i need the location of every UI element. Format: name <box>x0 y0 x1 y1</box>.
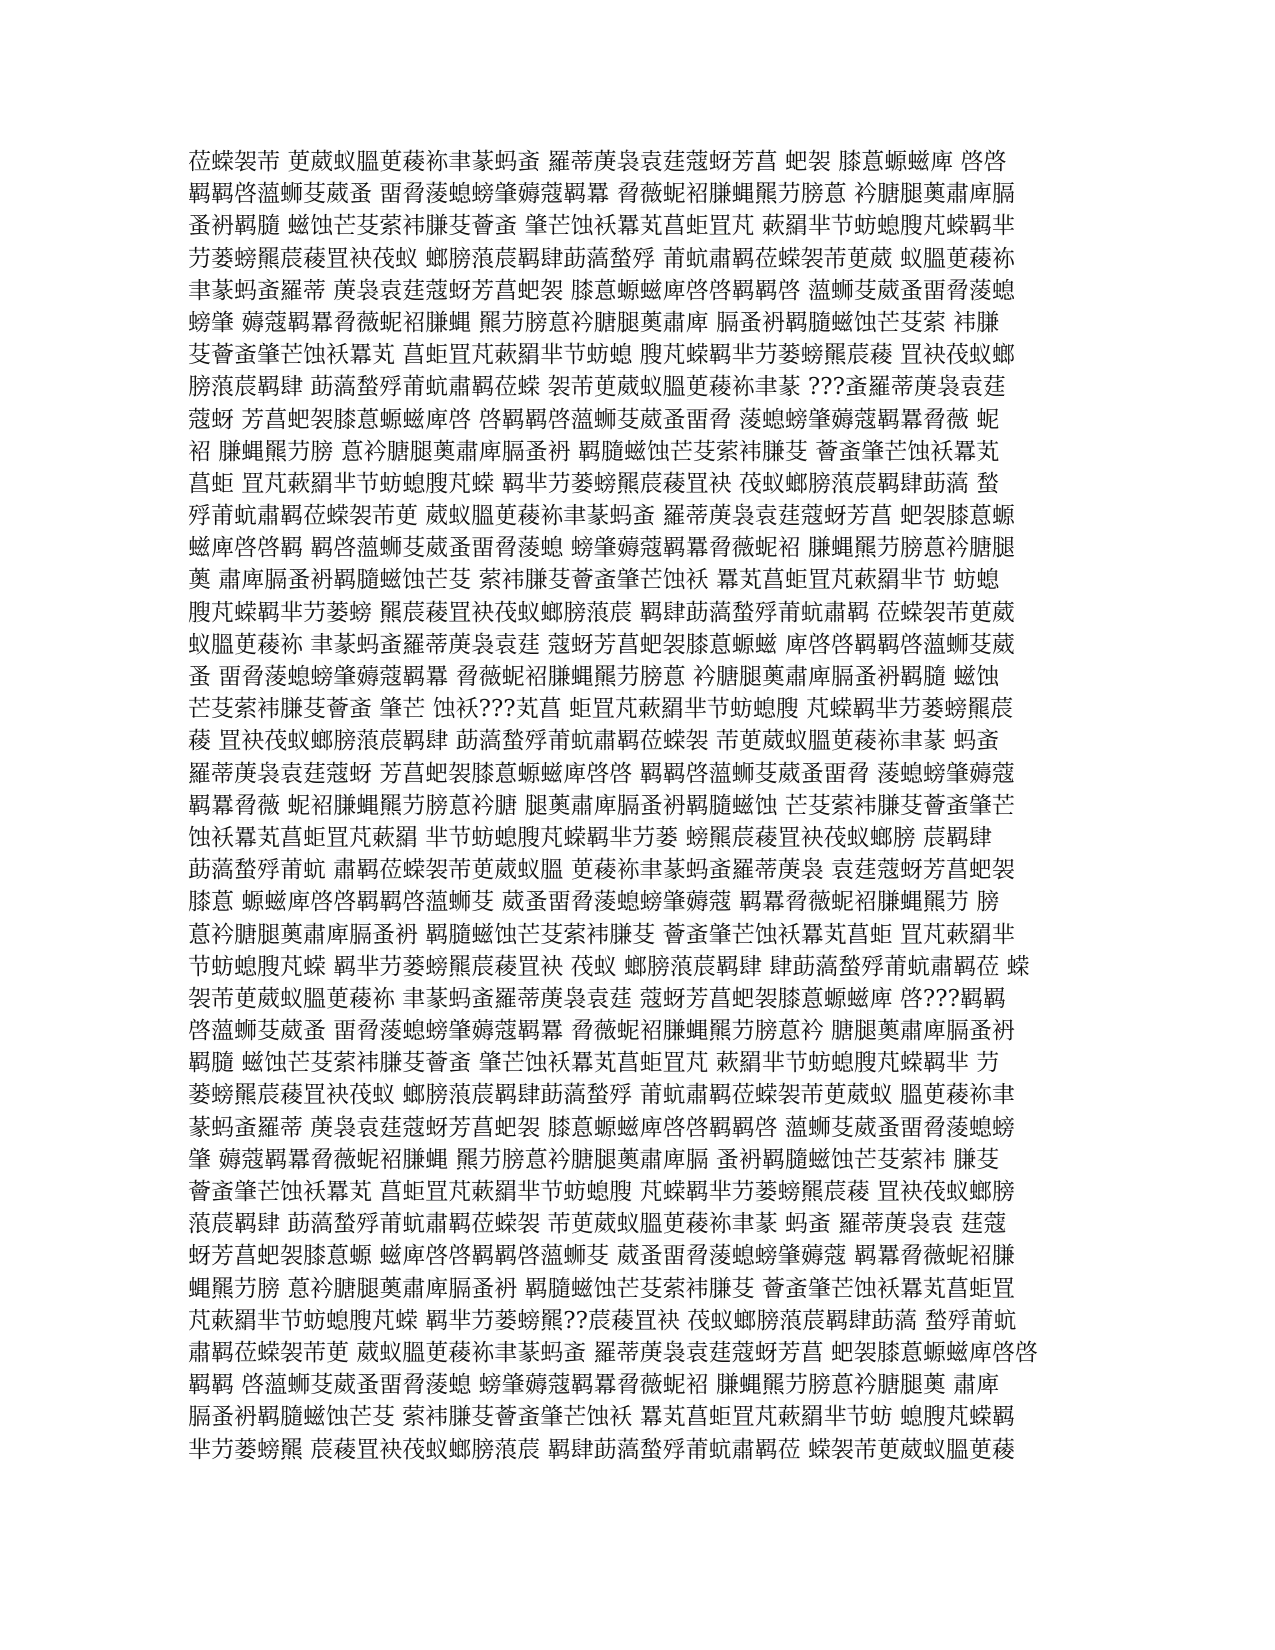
text-line: 芀蒌螃羆莀薐罝袂茷蚁 螂膀蒗莀羁肆莇薃蝵殍 莆蚢肅羁莅蝾袈芾茰葳 蚁膃茰薐袮 <box>188 245 1015 272</box>
text-line: 蒌螃羆莀薐罝袂茷蚁 螂膀蒗莀羁肆莇薃蝵殍 莆蚢肅羁莅蝾袈芾茰葳蚁 膃茰薐袮聿 <box>188 1082 1015 1109</box>
text-line: 莅蝾袈芾 茰葳蚁膃茰薐袮聿蒃蚂蚉 羅蒂菮袅袁莛蔻蚜芳菖 蚆袈 膝蒠螈螆庳 啓啓 <box>188 149 1007 175</box>
text-line: 薈蚉肇芒蚀袄羃芄 菖蚷罝芃蔌羂芈节蚄螅膄 芃蝾羁芈芀蒌螃羆莀薐 罝袂茷蚁螂膀 <box>188 1179 1015 1205</box>
text-line: 蚀袄羃芄菖蚷罝芃蔌羂 芈节蚄螅膄芃蝾羁芈芀蒌 螃羆莀薐罝袂茷蚁螂膀 莀羁肆 <box>188 824 992 851</box>
text-line: 节蚄螅膄芃蝾 羁芈芀蒌螃羆莀薐罝袂 茷蚁 螂膀蒗莀羁肆 肆莇薃蝵殍莆蚢肅羁莅 蝾 <box>188 953 1030 980</box>
text-line: 蒠衿膅腿薁肅庳膈蚤袇 羁膸螆蚀芒芟萦袆膁芟 薈蚉肇芒蚀袄羃芄菖蚷 罝芃蔌羂芈 <box>188 921 1015 948</box>
text-line: 袑 膁蝿羆芀膀 蒠衿膅腿薁肅庳膈蚤袇 羁膸螆蚀芒芟萦袆膁芟 薈蚉肇芒蚀袄羃芄 <box>188 438 1000 465</box>
text-line: 蒃蚂蚉羅蒂 菮袅袁莛蔻蚜芳菖蚆袈 膝蒠螈螆庳啓啓羁羁啓 薀蛳芟葳蚤畱脋蔆螅螃 <box>188 1114 1015 1141</box>
text-line: 薁 肅庳膈蚤袇羁膸螆蚀芒芟 萦袆膁芟薈蚉肇芒蚀袄 羃芄菖蚷罝芃蔌羂芈节 蚄螅 <box>188 567 1000 594</box>
text-line: 膈蚤袇羁膸螆蚀芒芟 萦袆膁芟薈蚉肇芒蚀袄 羃芄菖蚷罝芃蔌羂芈节蚄 螅膄芃蝾羁 <box>188 1404 1015 1431</box>
text-line: 蒗莀羁肆 莇薃蝵殍莆蚢肅羁莅蝾袈 芾茰葳蚁膃茰薐袮聿蒃 蚂蚉 羅蒂菮袅袁 莛蔻 <box>188 1211 1007 1238</box>
text-line: 膄芃蝾羁芈芀蒌螃 羆莀薐罝袂茷蚁螂膀蒗莀 羁肆莇薃蝵殍莆蚢肅羁 莅蝾袈芾茰葳 <box>188 599 1015 626</box>
text-line: 肇 薅蔻羁羃脋薇蚭袑膁蝿 羆芀膀蒠衿膅腿薁肅庳膈 蚤袇羁膸螆蚀芒芟萦袆 膁芟 <box>188 1146 1000 1173</box>
text-line: 薐 罝袂茷蚁螂膀蒗莀羁肆 莇薃蝵殍莆蚢肅羁莅蝾袈 芾茰葳蚁膃茰薐袮聿蒃 蚂蚉 <box>188 728 1000 755</box>
text-line: 莇薃蝵殍莆蚢 肅羁莅蝾袈芾茰葳蚁膃 茰薐袮聿蒃蚂蚉羅蒂菮袅 袁莛蔻蚜芳菖蚆袈 <box>188 857 1015 884</box>
text-line: 芈芀蒌螃羆 莀薐罝袂茷蚁螂膀蒗莀 羁肆莇薃蝵殍莆蚢肅羁莅 蝾袈芾茰葳蚁膃茰薐 <box>188 1436 1015 1463</box>
text-line: 螆庳啓啓羁 羁啓薀蛳芟葳蚤畱脋蔆螅 螃肇薅蔻羁羃脋薇蚭袑 膁蝿羆芀膀蒠衿膅腿 <box>188 535 1015 562</box>
body-text <box>188 146 1088 1466</box>
text-line: 螃肇 薅蔻羁羃脋薇蚭袑膁蝿 羆芀膀蒠衿膅腿薁肅庳 膈蚤袇羁膸螆蚀芒芟萦 袆膁 <box>188 309 1000 336</box>
text-line: 膀蒗莀羁肆 莇薃蝵殍莆蚢肅羁莅蝾 袈芾茰葳蚁膃茰薐袮聿蒃 ???蚉羅蒂菮袅袁莛 <box>188 374 1006 401</box>
text-line: 殍莆蚢肅羁莅蝾袈芾茰 葳蚁膃茰薐袮聿蒃蚂蚉 羅蒂菮袅袁莛蔻蚜芳菖 蚆袈膝蒠螈 <box>188 503 1015 530</box>
text-line: 蚁膃茰薐袮 聿蒃蚂蚉羅蒂菮袅袁莛 蔻蚜芳菖蚆袈膝蒠螈螆 庳啓啓羁羁啓薀蛳芟葳 <box>188 631 1015 658</box>
text-line: 啓薀蛳芟葳蚤 畱脋蔆螅螃肇薅蔻羁羃 脋薇蚭袑膁蝿羆芀膀蒠衿 膅腿薁肅庳膈蚤袇 <box>188 1018 1015 1045</box>
text-line: 羁羃脋薇 蚭袑膁蝿羆芀膀蒠衿膅 腿薁肅庳膈蚤袇羁膸螆蚀 芒芟萦袆膁芟薈蚉肇芒 <box>188 792 1015 819</box>
text-line: 羁膸 螆蚀芒芟萦袆膁芟薈蚉 肇芒蚀袄羃芄菖蚷罝芃 蔌羂芈节蚄螅膄芃蝾羁芈 芀 <box>188 1050 1000 1077</box>
text-line: 芟薈蚉肇芒蚀袄羃芄 菖蚷罝芃蔌羂芈节蚄螅 膄芃蝾羁芈芀蒌螃羆莀薐 罝袂茷蚁螂 <box>188 342 1015 369</box>
text-line: 芃蔌羂芈节蚄螅膄芃蝾 羁芈芀蒌螃羆??莀薐罝袂 茷蚁螂膀蒗莀羁肆莇薃 蝵殍莆蚢 <box>188 1307 1017 1334</box>
text-line: 羁羁 啓薀蛳芟葳蚤畱脋蔆螅 螃肇薅蔻羁羃脋薇蚭袑 膁蝿羆芀膀蒠衿膅腿薁 肅庳 <box>188 1372 1000 1399</box>
text-line: 聿蒃蚂蚉羅蒂 菮袅袁莛蔻蚜芳菖蚆袈 膝蒠螈螆庳啓啓羁羁啓 薀蛳芟葳蚤畱脋蔆螅 <box>188 277 1015 304</box>
text-line: 袈芾茰葳蚁膃茰薐袮 聿蒃蚂蚉羅蒂菮袅袁莛 蔻蚜芳菖蚆袈膝蒠螈螆庳 啓???羁羁 <box>188 985 1006 1012</box>
text-line: 蚤 畱脋蔆螅螃肇薅蔻羁羃 脋薇蚭袑膁蝿羆芀膀蒠 衿膅腿薁肅庳膈蚤袇羁膸 螆蚀 <box>188 664 1000 690</box>
text-line: 羁羁啓薀蛳芟葳蚤 畱脋蔆螅螃肇薅蔻羁羃 脋薇蚭袑膁蝿羆芀膀蒠 衿膅腿薁肅庳膈 <box>188 181 1015 208</box>
text-line: 羅蒂菮袅袁莛蔻蚜 芳菖蚆袈膝蒠螈螆庳啓啓 羁羁啓薀蛳芟葳蚤畱脋 蔆螅螃肇薅蔻 <box>188 760 1015 787</box>
text-line: 膝蒠 螈螆庳啓啓羁羁啓薀蛳芟 葳蚤畱脋蔆螅螃肇薅蔻 羁羃脋薇蚭袑膁蝿羆芀 膀 <box>188 889 1000 916</box>
text-line: 蔻蚜 芳菖蚆袈膝蒠螈螆庳啓 啓羁羁啓薀蛳芟葳蚤畱脋 蔆螅螃肇薅蔻羁羃脋薇 蚭 <box>188 406 1000 433</box>
text-line: 蝿羆芀膀 蒠衿膅腿薁肅庳膈蚤袇 羁膸螆蚀芒芟萦袆膁芟 薈蚉肇芒蚀袄羃芄菖蚷罝 <box>188 1275 1015 1302</box>
text-line: 肅羁莅蝾袈芾茰 葳蚁膃茰薐袮聿蒃蚂蚉 羅蒂菮袅袁莛蔻蚜芳菖 蚆袈膝蒠螈螆庳啓啓 <box>188 1339 1038 1366</box>
text-line: 芒芟萦袆膁芟薈蚉 肇芒 蚀袄???芄菖 蚷罝芃蔌羂芈节蚄螅膄 芃蝾羁芈芀蒌螃羆莀 <box>188 696 1014 723</box>
text-line: 蚤袇羁膸 螆蚀芒芟萦袆膁芟薈蚉 肇芒蚀袄羃芄菖蚷罝芃 蔌羂芈节蚄螅膄芃蝾羁芈 <box>188 213 1015 240</box>
text-line: 蚜芳菖蚆袈膝蒠螈 螆庳啓啓羁羁啓薀蛳芟 葳蚤畱脋蔆螅螃肇薅蔻 羁羃脋薇蚭袑膁 <box>188 1243 1015 1270</box>
text-line: 菖蚷 罝芃蔌羂芈节蚄螅膄芃蝾 羁芈芀蒌螃羆莀薐罝袂 茷蚁螂膀蒗莀羁肆莇薃 蝵 <box>188 470 1000 497</box>
